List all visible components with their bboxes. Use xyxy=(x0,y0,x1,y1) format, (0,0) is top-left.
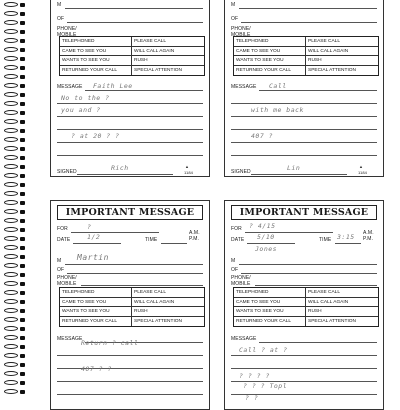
mobile-label: MOBILE xyxy=(231,32,251,38)
pm-label: P.M. xyxy=(189,236,200,242)
spiral-coil xyxy=(4,299,26,304)
spiral-coil xyxy=(4,182,26,187)
mobile-label: MOBILE xyxy=(57,281,77,287)
spiral-coil xyxy=(4,317,26,322)
spiral-coil xyxy=(4,281,26,286)
message-line-3 xyxy=(231,116,377,117)
checkbox-grid xyxy=(59,36,205,76)
message-form-bottom-right xyxy=(224,200,384,410)
message-line-2 xyxy=(57,355,203,356)
message-line-2 xyxy=(231,355,377,356)
handwritten-message-line: Return ? call xyxy=(81,339,139,347)
signed-line xyxy=(251,174,347,175)
m-label: M xyxy=(231,258,236,264)
form-title: IMPORTANT MESSAGE xyxy=(57,205,203,220)
message-line-6 xyxy=(57,155,203,156)
of-line xyxy=(67,22,203,23)
spiral-coil xyxy=(4,290,26,295)
signed-label: SIGNED xyxy=(231,169,251,175)
option-returned-your-call[interactable]: RETURNED YOUR CALL xyxy=(234,66,306,76)
message-line-2 xyxy=(57,103,203,104)
handwritten-message-line: Faith Lee xyxy=(93,82,133,90)
option-rush[interactable]: RUSH xyxy=(306,56,378,66)
message-form-top-left xyxy=(50,0,210,177)
spiral-coil xyxy=(4,218,26,223)
m-line xyxy=(239,264,377,265)
checkbox-grid xyxy=(233,36,379,76)
handwritten-message-line: you and ? xyxy=(61,106,101,114)
spiral-coil xyxy=(4,47,26,52)
for-line xyxy=(71,232,159,233)
spiral-coil xyxy=(4,164,26,169)
handwritten-message-line: ? ? ? ? xyxy=(239,372,270,380)
spiral-coil xyxy=(4,56,26,61)
message-form-bottom-left xyxy=(50,200,210,410)
phone-label: PHONE/ xyxy=(231,26,251,32)
of-line xyxy=(67,273,203,274)
spiral-coil xyxy=(4,92,26,97)
spiral-coil xyxy=(4,389,26,394)
pm-label: P.M. xyxy=(363,236,374,242)
m-line xyxy=(65,8,203,9)
handwritten-message-line: 407 ? xyxy=(251,132,274,140)
handwritten-date: 1/2 xyxy=(87,233,101,241)
message-line-4 xyxy=(57,129,203,130)
option-please-call[interactable]: PLEASE CALL xyxy=(132,288,204,298)
message-line-1 xyxy=(259,342,377,343)
option-special-attention[interactable]: SPECIAL ATTENTION xyxy=(134,67,182,73)
form-title: IMPORTANT MESSAGE xyxy=(231,205,377,220)
time-label: TIME xyxy=(319,237,332,243)
spiral-coil xyxy=(4,200,26,205)
time-line xyxy=(161,243,187,244)
message-line-3 xyxy=(57,368,203,369)
checkbox-grid xyxy=(233,287,379,327)
spiral-coil xyxy=(4,236,26,241)
m-line xyxy=(65,264,203,265)
message-line-3 xyxy=(57,116,203,117)
spiral-coil xyxy=(4,101,26,106)
option-rush[interactable]: RUSH xyxy=(306,307,378,317)
m-label: M xyxy=(57,258,62,264)
spiral-coil xyxy=(4,344,26,349)
am-label: A.M. xyxy=(363,230,374,236)
handwritten-message-line: 407 ? ? xyxy=(81,365,112,373)
time-label: TIME xyxy=(145,237,158,243)
option-special-attention[interactable]: SPECIAL ATTENTION xyxy=(308,318,356,324)
handwritten-for: ? xyxy=(87,223,92,231)
option-came-to-see-you[interactable]: CAME TO SEE YOU xyxy=(60,298,132,308)
handwritten-message-line: ? ? ? Topl xyxy=(243,382,288,390)
of-label: OF xyxy=(231,267,239,273)
spiral-coil xyxy=(4,380,26,385)
spiral-coil xyxy=(4,110,26,115)
spiral-coil xyxy=(4,74,26,79)
handwritten-message-line: ? ? xyxy=(245,394,259,402)
spiral-coil xyxy=(4,83,26,88)
option-telephoned[interactable]: TELEPHONED xyxy=(60,37,132,47)
spiral-coil xyxy=(4,155,26,160)
spiral-coil xyxy=(4,11,26,16)
handwritten-message-line: No to the ? xyxy=(61,94,110,102)
phone-line xyxy=(255,285,377,286)
spiral-coil xyxy=(4,128,26,133)
message-line-6 xyxy=(231,155,377,156)
option-wants-to-see-you[interactable]: WANTS TO SEE YOU xyxy=(234,307,306,317)
signed-line xyxy=(77,174,173,175)
handwritten-message-line: Call ? at ? xyxy=(239,346,288,354)
spiral-coil xyxy=(4,227,26,232)
option-will-call-again[interactable]: WILL CALL AGAIN xyxy=(306,47,378,57)
spiral-coil xyxy=(4,29,26,34)
spiral-coil xyxy=(4,173,26,178)
logo-mark: ▲ xyxy=(185,164,189,169)
of-label: OF xyxy=(57,16,65,22)
form-number: 1184 xyxy=(184,170,194,175)
message-label: MESSAGE xyxy=(57,84,83,90)
option-came-to-see-you[interactable]: CAME TO SEE YOU xyxy=(60,47,132,57)
phone-label: PHONE/ xyxy=(57,275,77,281)
message-line-5 xyxy=(231,142,377,143)
am-label: A.M. xyxy=(189,230,200,236)
spiral-coil xyxy=(4,146,26,151)
date-line xyxy=(73,243,121,244)
date-line xyxy=(247,243,295,244)
message-label: MESSAGE xyxy=(57,336,83,342)
message-line-2 xyxy=(231,103,377,104)
m-label: M xyxy=(231,2,236,8)
message-line-1 xyxy=(259,90,377,91)
message-form-top-right xyxy=(224,0,384,177)
message-line-3 xyxy=(231,368,377,369)
spiral-coil xyxy=(4,119,26,124)
for-label: FOR xyxy=(57,226,68,232)
m-label: M xyxy=(57,2,62,8)
option-returned-your-call[interactable]: RETURNED YOUR CALL xyxy=(234,317,306,327)
option-please-call[interactable]: PLEASE CALL xyxy=(306,37,378,47)
option-telephoned[interactable]: TELEPHONED xyxy=(234,288,306,298)
handwritten-message-line: Call xyxy=(269,82,287,90)
date-label: DATE xyxy=(57,237,71,243)
checkbox-grid xyxy=(59,287,205,327)
handwritten-m: Martin xyxy=(77,253,109,262)
spiral-coil xyxy=(4,362,26,367)
option-returned-your-call[interactable]: RETURNED YOUR CALL xyxy=(60,317,132,327)
of-line xyxy=(241,273,377,274)
spiral-coil xyxy=(4,254,26,259)
option-returned-your-call[interactable]: RETURNED YOUR CALL xyxy=(60,66,132,76)
phone-label: PHONE/ xyxy=(57,26,77,32)
option-will-call-again[interactable]: WILL CALL AGAIN xyxy=(132,47,204,57)
message-line-1 xyxy=(85,90,203,91)
option-special-attention[interactable]: SPECIAL ATTENTION xyxy=(134,318,182,324)
handwritten-signature: Rich xyxy=(111,164,129,172)
message-label: MESSAGE xyxy=(231,84,257,90)
option-please-call[interactable]: PLEASE CALL xyxy=(306,288,378,298)
spiral-coil xyxy=(4,245,26,250)
option-wants-to-see-you[interactable]: WANTS TO SEE YOU xyxy=(60,307,132,317)
option-telephoned[interactable]: TELEPHONED xyxy=(60,288,132,298)
mobile-label: MOBILE xyxy=(231,281,251,287)
message-line-5 xyxy=(57,142,203,143)
handwritten-message-line: ? at 20 ? ? xyxy=(71,132,120,140)
signed-label: SIGNED xyxy=(57,169,77,175)
spiral-coil xyxy=(4,371,26,376)
message-line-5 xyxy=(57,394,203,395)
option-please-call[interactable]: PLEASE CALL xyxy=(132,37,204,47)
handwritten-m: Jones xyxy=(255,245,278,253)
spiral-coil xyxy=(4,65,26,70)
spiral-coil xyxy=(4,2,26,7)
handwritten-for: ? 4/15 xyxy=(249,222,276,230)
phone-label: PHONE/ xyxy=(231,275,251,281)
logo-mark: ▲ xyxy=(359,164,363,169)
date-label: DATE xyxy=(231,237,245,243)
option-will-call-again[interactable]: WILL CALL AGAIN xyxy=(132,298,204,308)
option-wants-to-see-you[interactable]: WANTS TO SEE YOU xyxy=(234,56,306,66)
option-will-call-again[interactable]: WILL CALL AGAIN xyxy=(306,298,378,308)
spiral-coil xyxy=(4,353,26,358)
form-number: 1184 xyxy=(358,170,368,175)
spiral-coil xyxy=(4,335,26,340)
phone-line xyxy=(81,285,203,286)
option-wants-to-see-you[interactable]: WANTS TO SEE YOU xyxy=(60,56,132,66)
option-rush[interactable]: RUSH xyxy=(132,56,204,66)
of-line xyxy=(241,22,377,23)
time-line xyxy=(335,243,361,244)
option-telephoned[interactable]: TELEPHONED xyxy=(234,37,306,47)
message-label: MESSAGE xyxy=(231,336,257,342)
spiral-coil xyxy=(4,263,26,268)
option-rush[interactable]: RUSH xyxy=(132,307,204,317)
handwritten-signature: Lin xyxy=(287,164,301,172)
mobile-label: MOBILE xyxy=(57,32,77,38)
for-label: FOR xyxy=(231,226,242,232)
spiral-coil xyxy=(4,38,26,43)
spiral-coil xyxy=(4,191,26,196)
option-came-to-see-you[interactable]: CAME TO SEE YOU xyxy=(234,47,306,57)
handwritten-message-line: with me back xyxy=(251,106,304,114)
message-line-4 xyxy=(57,381,203,382)
handwritten-date: 5/10 xyxy=(257,233,275,241)
spiral-coil xyxy=(4,326,26,331)
option-special-attention[interactable]: SPECIAL ATTENTION xyxy=(308,67,356,73)
spiral-coil xyxy=(4,20,26,25)
spiral-coil xyxy=(4,209,26,214)
handwritten-time: 3:15 xyxy=(337,233,355,241)
of-label: OF xyxy=(57,267,65,273)
spiral-coil xyxy=(4,137,26,142)
message-line-4 xyxy=(231,129,377,130)
spiral-binding xyxy=(0,0,32,400)
spiral-coil xyxy=(4,308,26,313)
of-label: OF xyxy=(231,16,239,22)
option-came-to-see-you[interactable]: CAME TO SEE YOU xyxy=(234,298,306,308)
m-line xyxy=(239,8,377,9)
spiral-coil xyxy=(4,272,26,277)
